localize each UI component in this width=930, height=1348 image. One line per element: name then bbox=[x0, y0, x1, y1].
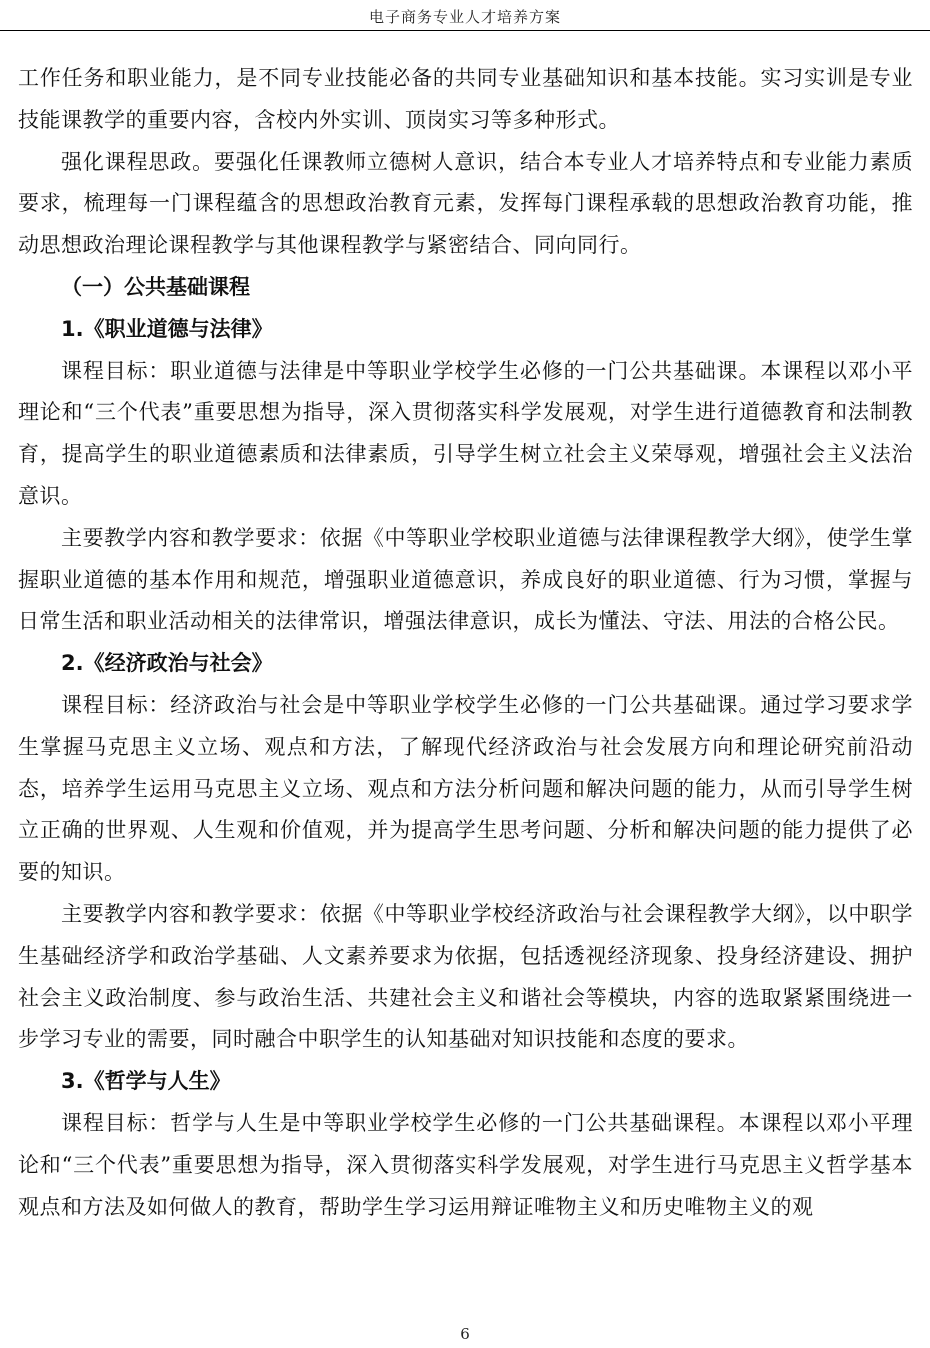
paragraph-6: 主要教学内容和教学要求：依据《中等职业学校经济政治与社会课程教学大纲》，以中职学生基础经济学和政治学基础、人文素养要求为依据，包括透视经济现象、投身经济建设、拥护社会主义政治制度、参与政治生活、共建社会主义和谐社会等模块，内容的选取紧紧围绕进一步学习专业的需要，同时融合中职学生的认知基础对知识技能和态度的要求。 bbox=[18, 901, 913, 1052]
paragraph-4: 主要教学内容和教学要求：依据《中等职业学校职业道德与法律课程教学大纲》，使学生掌握职业道德的基本作用和规范，增强职业道德意识，养成良好的职业道德、行为习惯，掌握与日常生活和职业活动相关的法律常识，增强法律意识，成长为懂法、守法、用法的合格公民。 bbox=[18, 525, 913, 634]
course-heading-1: 1.《职业道德与法律》 bbox=[61, 316, 273, 341]
paragraph-1: 工作任务和职业能力，是不同专业技能必备的共同专业基础知识和基本技能。实习实训是专业技能课教学的重要内容，含校内外实训、顶岗实习等多种形式。 bbox=[18, 66, 913, 132]
paragraph-3: 课程目标：职业道德与法律是中等职业学校学生必修的一门公共基础课。本课程以邓小平理论和“三个代表”重要思想为指导，深入贯彻落实科学发展观，对学生进行道德教育和法制教育，提高学生的职业道德素质和法律素质，引导学生树立社会主义荣辱观，增强社会主义法治意识。 bbox=[18, 358, 913, 508]
course-heading-2: 2.《经济政治与社会》 bbox=[61, 651, 273, 676]
page-number: 6 bbox=[460, 1325, 470, 1343]
paragraph-2: 强化课程思政。要强化任课教师立德树人意识，结合本专业人才培养特点和专业能力素质要求，梳理每一门课程蕴含的思想政治教育元素，发挥每门课程承载的思想政治教育功能，推动思想政治理论课程教学与其他课程教学与紧密结合、同向同行。 bbox=[18, 149, 913, 258]
paragraph-7: 课程目标：哲学与人生是中等职业学校学生必修的一门公共基础课程。本课程以邓小平理论和“三个代表”重要思想为指导，深入贯彻落实科学发展观，对学生进行马克思主义哲学基本观点和方法及如何做人的教育，帮助学生学习运用辩证唯物主义和历史唯物主义的观 bbox=[18, 1110, 913, 1219]
header-title: 电子商务专业人才培养方案 bbox=[368, 8, 561, 26]
paragraph-5: 课程目标：经济政治与社会是中等职业学校学生必修的一门公共基础课。通过学习要求学生掌握马克思主义立场、观点和方法，了解现代经济政治与社会发展方向和理论研究前沿动态，培养学生运用马克思主义立场、观点和方法分析问题和解决问题的能力，从而引导学生树立正确的世界观、人生观和价值观，并为提高学生思考问题、分析和解决问题的能力提供了必要的知识。 bbox=[18, 692, 913, 885]
section-heading-public-courses: （一）公共基础课程 bbox=[61, 274, 250, 299]
course-heading-3: 3.《哲学与人生》 bbox=[61, 1069, 231, 1094]
page-header bbox=[0, 0, 930, 31]
document-body bbox=[18, 58, 913, 1228]
